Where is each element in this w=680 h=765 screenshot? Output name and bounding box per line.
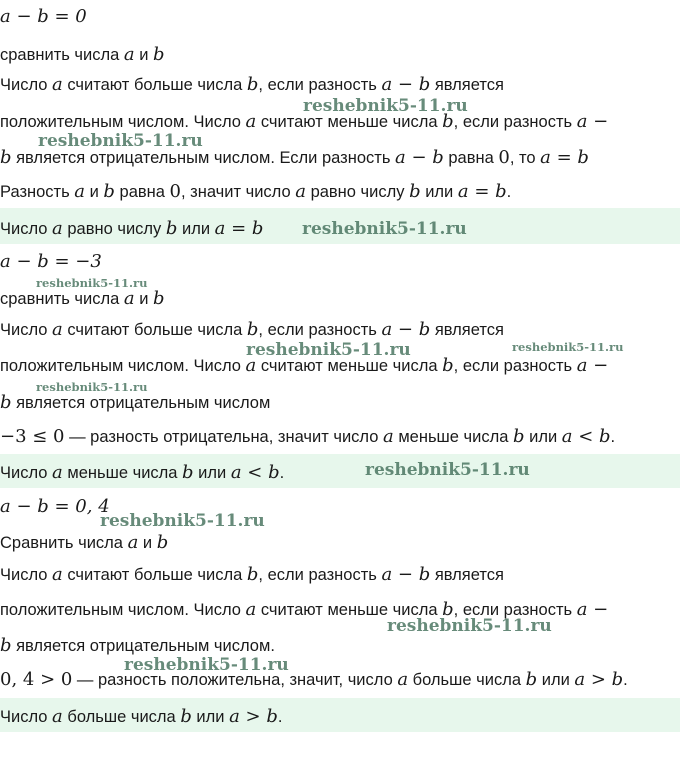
- text-fragment: сравнить числа: [0, 290, 124, 308]
- math-term: a: [52, 706, 63, 727]
- watermark: reshebnik5-11.ru: [512, 340, 624, 354]
- text-fragment: является: [430, 566, 504, 584]
- compare-2: [0, 288, 165, 310]
- math-term: a − b: [381, 74, 431, 95]
- math-term: a: [52, 218, 63, 239]
- watermark: reshebnik5-11.ru: [303, 96, 468, 116]
- text-fragment: или: [191, 708, 230, 726]
- text-fragment: , если разность: [453, 601, 577, 619]
- math-term: b: [182, 462, 194, 483]
- text-fragment: считают больше числа: [62, 321, 247, 339]
- text-fragment: Число: [0, 220, 53, 238]
- math-term: b: [180, 706, 192, 727]
- math-term: a − b: [381, 564, 431, 585]
- text-fragment: .: [277, 708, 283, 726]
- math-term: b: [153, 44, 165, 65]
- text-fragment: положительным числом. Число: [0, 601, 246, 619]
- math-term: a − b = 0: [0, 6, 87, 27]
- text-fragment: и: [85, 183, 104, 201]
- math-term: a = b: [457, 181, 507, 202]
- text-fragment: равна: [114, 183, 170, 201]
- equation-3: [0, 496, 110, 518]
- text-fragment: Сравнить числа: [0, 534, 128, 552]
- text-fragment: сравнить числа: [0, 46, 124, 64]
- math-term: a: [127, 532, 139, 553]
- watermark: reshebnik5-11.ru: [365, 460, 530, 480]
- text-fragment: Число: [0, 708, 53, 726]
- reason-3: [0, 669, 628, 691]
- text-fragment: , если разность: [453, 357, 577, 375]
- text-fragment: — разность положительна, значит, число: [72, 671, 398, 689]
- math-term: 0: [498, 147, 510, 168]
- math-term: a −: [576, 355, 609, 376]
- math-term: a: [295, 181, 306, 202]
- text-fragment: , значит число: [180, 183, 296, 201]
- watermark: reshebnik5-11.ru: [387, 616, 552, 636]
- math-term: b: [103, 181, 115, 202]
- math-term: b: [0, 635, 12, 656]
- text-fragment: и: [134, 46, 154, 64]
- text-fragment: равно числу: [62, 220, 166, 238]
- text-fragment: или: [524, 428, 562, 446]
- rule-line-2-1: [0, 319, 504, 341]
- text-fragment: — разность отрицательна, значит число: [64, 428, 383, 446]
- text-fragment: является отрицательным числом: [11, 394, 271, 412]
- text-fragment: , то: [509, 149, 541, 167]
- watermark: reshebnik5-11.ru: [36, 380, 148, 394]
- math-term: b: [156, 532, 169, 553]
- math-term: a: [52, 74, 63, 95]
- reason-1: [0, 181, 511, 203]
- math-term: 0: [169, 181, 181, 202]
- answer-1: [0, 218, 263, 240]
- text-fragment: считают меньше числа: [256, 113, 443, 131]
- equation-1: [0, 6, 87, 28]
- compare-1: [0, 44, 165, 66]
- watermark: reshebnik5-11.ru: [124, 655, 289, 675]
- math-term: b: [246, 74, 259, 95]
- text-fragment: .: [610, 428, 616, 446]
- text-fragment: и: [138, 534, 157, 552]
- text-fragment: Число: [0, 566, 53, 584]
- math-term: a > b: [229, 706, 278, 727]
- reason-2: [0, 426, 615, 448]
- watermark: reshebnik5-11.ru: [36, 276, 148, 290]
- rule-line-2-3: [0, 392, 270, 414]
- answer-2: [0, 462, 284, 484]
- math-term: a: [245, 355, 257, 376]
- text-fragment: считают больше числа: [62, 566, 247, 584]
- text-fragment: является отрицательным числом. Если разность: [11, 149, 395, 167]
- text-fragment: Число: [0, 76, 53, 94]
- math-term: a: [52, 462, 63, 483]
- math-term: a: [52, 319, 63, 340]
- text-fragment: положительным числом. Число: [0, 113, 246, 131]
- text-fragment: или: [537, 671, 575, 689]
- text-fragment: .: [506, 183, 512, 201]
- text-fragment: считают меньше числа: [256, 601, 443, 619]
- math-term: b: [442, 355, 454, 376]
- math-term: a: [123, 288, 135, 309]
- math-term: b: [442, 111, 454, 132]
- math-term: a −: [576, 111, 609, 132]
- math-term: a: [123, 44, 135, 65]
- math-term: −3 ≤ 0: [0, 426, 65, 447]
- math-term: b: [513, 426, 525, 447]
- math-term: b: [246, 564, 259, 585]
- rule-line-3-1: [0, 564, 504, 586]
- watermark: reshebnik5-11.ru: [100, 511, 265, 531]
- math-term: a − b: [395, 147, 444, 168]
- math-term: b: [525, 669, 538, 690]
- text-fragment: считают меньше числа: [256, 357, 443, 375]
- text-fragment: или: [420, 183, 458, 201]
- rule-line-1-1: [0, 74, 504, 96]
- text-fragment: больше числа: [408, 671, 526, 689]
- math-term: a − b = 0, 4: [0, 496, 110, 517]
- text-fragment: считают больше числа: [62, 76, 247, 94]
- text-fragment: Число: [0, 464, 53, 482]
- math-term: a > b: [574, 669, 624, 690]
- text-fragment: является отрицательным числом.: [11, 637, 275, 655]
- answer-3: [0, 706, 282, 728]
- watermark: reshebnik5-11.ru: [302, 219, 467, 239]
- text-fragment: положительным числом. Число: [0, 357, 246, 375]
- math-term: b: [165, 218, 178, 239]
- math-term: a: [397, 669, 409, 690]
- math-term: a = b: [214, 218, 264, 239]
- math-term: a: [245, 111, 257, 132]
- text-fragment: или: [193, 464, 231, 482]
- text-fragment: , если разность: [258, 566, 382, 584]
- text-fragment: .: [623, 671, 628, 689]
- text-fragment: больше числа: [62, 708, 181, 726]
- text-fragment: является: [430, 76, 504, 94]
- text-fragment: , если разность: [453, 113, 577, 131]
- math-term: 0, 4 > 0: [0, 669, 73, 690]
- text-fragment: меньше числа: [62, 464, 183, 482]
- text-fragment: равна: [443, 149, 499, 167]
- text-fragment: меньше числа: [393, 428, 513, 446]
- math-term: b: [409, 181, 421, 202]
- compare-3: [0, 532, 168, 554]
- math-term: a < b: [561, 426, 611, 447]
- math-term: a: [383, 426, 394, 447]
- text-fragment: равно числу: [305, 183, 410, 201]
- text-fragment: Число: [0, 321, 53, 339]
- math-term: a = b: [540, 147, 589, 168]
- math-term: b: [0, 147, 12, 168]
- math-term: a < b: [230, 462, 280, 483]
- rule-line-3-3: [0, 635, 275, 657]
- text-fragment: , если разность: [258, 321, 382, 339]
- math-term: a − b = −3: [0, 251, 102, 272]
- text-fragment: и: [134, 290, 154, 308]
- math-term: b: [153, 288, 165, 309]
- math-term: b: [442, 599, 454, 620]
- math-term: a −: [576, 599, 609, 620]
- text-fragment: является: [430, 321, 504, 339]
- watermark: reshebnik5-11.ru: [38, 131, 203, 151]
- math-term: a: [74, 181, 86, 202]
- text-fragment: , если разность: [258, 76, 382, 94]
- text-fragment: или: [177, 220, 215, 238]
- text-fragment: .: [279, 464, 285, 482]
- math-term: a: [52, 564, 63, 585]
- math-term: a − b: [381, 319, 431, 340]
- watermark: reshebnik5-11.ru: [246, 340, 411, 360]
- equation-2: [0, 251, 102, 273]
- math-term: a: [245, 599, 257, 620]
- math-term: b: [246, 319, 259, 340]
- text-fragment: Разность: [0, 183, 75, 201]
- math-term: b: [0, 392, 12, 413]
